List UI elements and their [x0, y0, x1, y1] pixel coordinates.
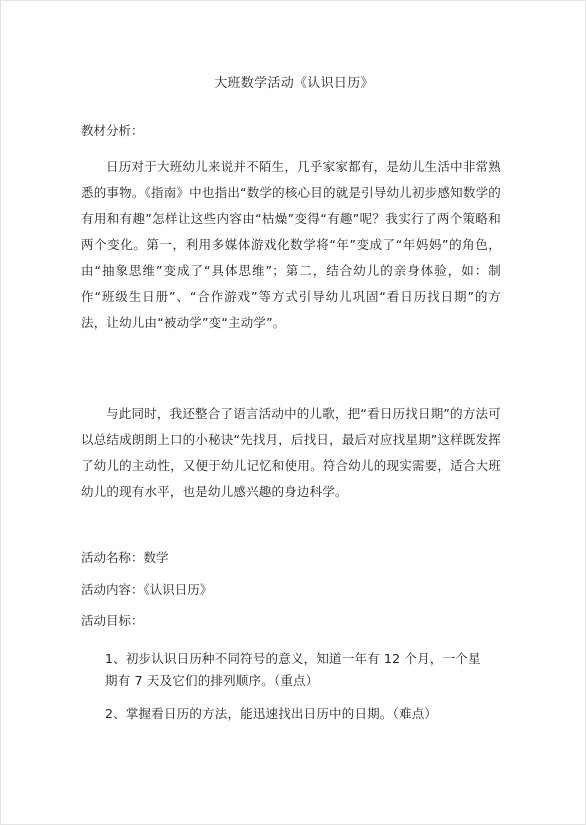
activity-goals-heading: 活动目标：: [81, 613, 144, 628]
document-title: 大班数学活动《认识日历》: [214, 76, 374, 91]
activity-content: 活动内容：《认识日历》: [81, 582, 213, 597]
analysis-heading: 教材分析：: [81, 123, 144, 138]
activity-goal-2: 2、掌握看日历的方法，能迅速找出日历中的日期。（难点）: [105, 706, 438, 721]
activity-name: 活动名称：数学: [81, 550, 169, 565]
analysis-paragraph-2: 与此同时，我还整合了语言活动中的儿歌，把“看日历找日期”的方法可以总结成朗朗上口的小秘诀“先找月，后找日，最后对应找星期”这样既发挥了幼儿的主动性，又便于幼儿记忆和使用。符合幼儿的现实需要，适合大班幼儿的现有水平，也是幼儿感兴趣的身边科学。: [81, 406, 501, 499]
activity-goal-1: 1、初步认识日历种不同符号的意义，知道一年有 12 个月，一个星期有 7 天及它们的排列顺序。（重点）: [105, 651, 481, 688]
analysis-paragraph-1: 日历对于大班幼儿来说并不陌生，几乎家家都有，是幼儿生活中非常熟悉的事物。《指南》中也指出“数学的核心目的就是引导幼儿初步感知数学的有用和有趣”怎样让这些内容由“枯燥”变得“有趣”呢？我实行了两个策略和两个变化。第一，利用多媒体游戏化数学将“年”变成了“年妈妈”的角色，由“抽象思维”变成了“具体思维”；第二，结合幼儿的亲身体验，如：制作“班级生日册”、“合作游戏”等方式引导幼儿巩固“看日历找日期”的方法，让幼儿由“被动学”变“主动学”。: [81, 159, 501, 330]
